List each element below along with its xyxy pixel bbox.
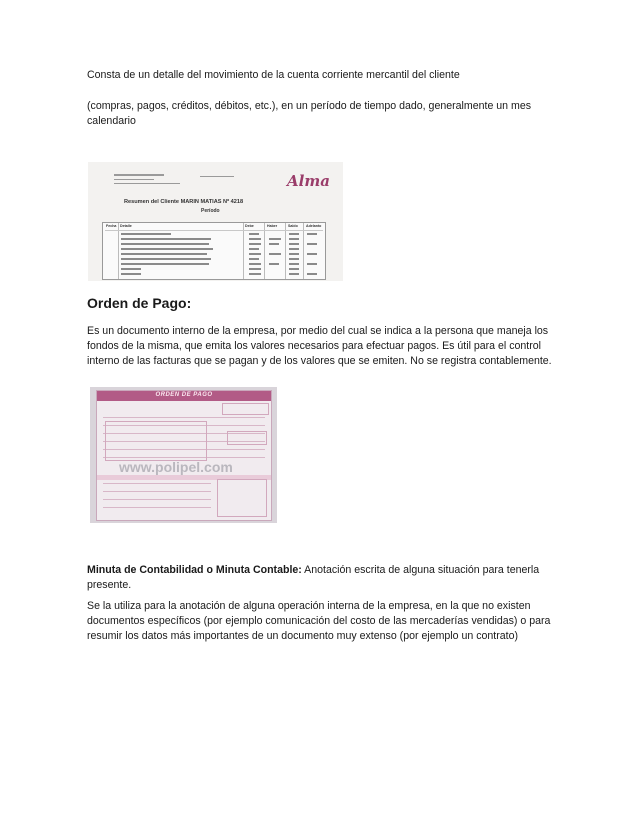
statement-header-line — [114, 179, 154, 180]
intro-paragraph: (compras, pagos, créditos, débitos, etc.), en un período de tiempo dado, generalmente un mes calendario — [87, 100, 532, 127]
statement-header-line — [114, 174, 164, 176]
orden-title: ORDEN DE PAGO — [155, 392, 213, 398]
orden-form — [96, 390, 272, 521]
statement-table — [102, 222, 326, 280]
statement-col-header: Adelanto — [306, 224, 322, 228]
statement-col-header: Fecha — [106, 224, 117, 228]
intro-line: Consta de un detalle del movimiento de la cuenta corriente mercantil del cliente — [87, 69, 460, 81]
statement-col-header: Detalle — [120, 224, 132, 228]
orden-de-pago-image — [90, 387, 277, 523]
minuta-definition — [87, 563, 557, 593]
statement-col-header: Haber — [267, 224, 278, 228]
statement-title: Resumen del Cliente MARIN MATIAS Nº 4218 — [124, 199, 244, 205]
orden-amount-box — [227, 431, 267, 445]
statement-period-label: Período — [201, 208, 220, 214]
orden-number-box — [222, 403, 269, 415]
statement-logo: Alma — [287, 172, 330, 190]
orden-detail-box — [105, 421, 207, 461]
minuta-paragraph: Se la utiliza para la anotación de alguna operación interna de la empresa, en la que no existen documentos específicos (por ejemplo comunicación del costo de las mercaderías vendidas) o para resumir los datos más importantes de un documento muy extenso (por ejemplo un contrato) — [87, 600, 551, 642]
orden-watermark: www.polipel.com — [119, 459, 233, 475]
orden-de-pago-heading: Orden de Pago: — [87, 295, 192, 311]
statement-header-line — [200, 176, 234, 177]
statement-period — [201, 208, 220, 214]
minuta-definition-text: Anotación escrita de alguna situación para tenerla presente. — [87, 564, 540, 591]
statement-header-line — [114, 183, 180, 184]
orden-de-pago-paragraph: Es un documento interno de la empresa, por medio del cual se indica a la persona que maneja los fondos de la misma, que emita los valores necesarios para efectuar pagos. Es útil para el control interno de las facturas que se pagan y de los valores que se emiten. No se registra contablemente. — [87, 325, 552, 367]
statement-col-header: Saldo — [288, 224, 298, 228]
minuta-term: Minuta de Contabilidad o Minuta Contable: — [87, 564, 302, 576]
account-statement-image — [88, 162, 343, 281]
statement-col-header: Debe — [245, 224, 254, 228]
orden-signature-box — [217, 479, 267, 517]
